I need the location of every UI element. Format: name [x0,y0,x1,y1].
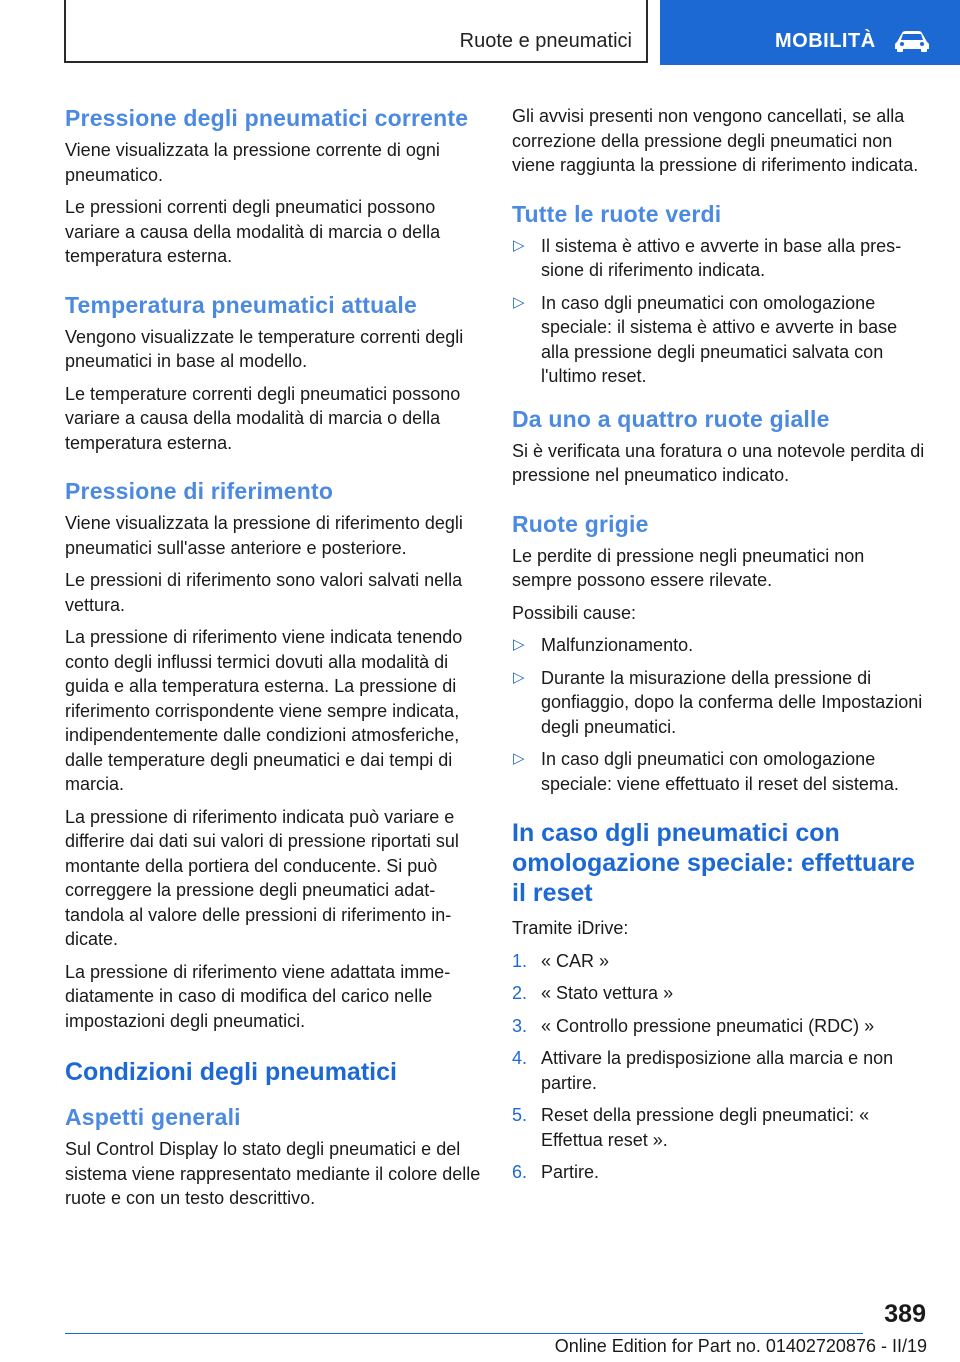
list-item: ▷ In caso dgli pneumatici con omologazione speciale: il sistema è attivo e avverte in base alla pressione degli pneumatici salvata con l'ultimo reset. [513,292,898,386]
triangle-bullet-icon: ▷ [513,668,525,686]
step-item: 2. « Stato vettura » [512,983,674,1003]
left-column [65,104,483,1219]
heading-pressione-corrente: Pressione degli pneumatici corrente [65,105,469,131]
paragraph: Viene visualizzata la pressione corrente di ogni pneumatico. [65,140,440,185]
chapter-tab-label: MOBILITÀ [775,30,876,52]
paragraph: Le pressioni di riferimento sono valori salvati nella vettura. [65,570,463,615]
list-item: ▷ Il sistema è attivo e avverte in base alla pressione di riferimento indicata. [513,235,902,280]
paragraph: La pressione di riferimento viene adattata immediatamente in caso di modifica del carico nelle impostazioni degli pneumatici. [65,961,451,1031]
step-item: 4. Attivare la predisposizione alla marcia e non partire. [512,1048,894,1093]
paragraph: Le temperature correnti degli pneumatici possono variare a causa della modalità di marcia o della temperatura esterna. [65,383,461,453]
bullet-list-verdi [512,234,928,389]
paragraph: Tramite iDrive: [512,918,629,938]
heading-ruote-grigie: Ruote grigie [512,510,649,537]
page-number: 389 [884,1300,926,1328]
paragraph: La pressione di riferimento indicata può variare e differire dai dati sui valori di pressione riportati sul montante della portiera del conducente. Si può correggere la pressione degli pneumatici adattandola al valore delle pressioni di riferimento indicate. [65,806,459,949]
heading-reset: In caso dgli pneumatici con omologazione speciale: effettuare il reset [512,819,915,907]
heading-condizioni-pneumatici: Condizioni degli pneumatici [65,1058,397,1086]
step-item: 1. « CAR » [512,950,610,971]
right-column [512,104,928,1193]
paragraph: Le perdite di pressione negli pneumatici non sempre possono essere rilevate. [512,545,865,590]
heading-aspetti-generali: Aspetti generali [65,1104,241,1130]
triangle-bullet-icon: ▷ [513,236,525,254]
paragraph: Possibili cause: [512,602,637,623]
footer-divider [65,1333,863,1334]
paragraph: Gli avvisi presenti non vengono cancellati, se alla correzione della pressione degli pneumatici non viene raggiunta la pressione di riferimento indicata. [512,106,919,175]
car-icon [893,28,931,54]
section-title: Ruote e pneumatici [459,30,632,52]
paragraph: Vengono visualizzate le temperature correnti degli pneumatici in base al modello. [65,326,464,371]
paragraph: La pressione di riferimento viene indicata tenendo conto degli influssi termici dovuti alla modalità di guida e alla temperatura esterna. La pressione di riferimento corrispondente viene sempre indicata, indipendentemente dalle condizioni atmosferiche, dalle temperature degli pneumatici e dai tempi di marcia. [65,627,463,794]
triangle-bullet-icon: ▷ [513,750,525,767]
list-item: ▷ In caso dgli pneumatici con omologazione speciale: viene effettuato il reset del sistema. [513,749,899,794]
bullet-list-grigie [512,633,928,796]
list-item: ▷ Durante la misurazione della pressione di gonfiaggio, dopo la conferma delle Impostazioni degli pneumatici. [513,667,923,737]
steps-list [512,949,928,1185]
header-section-box [64,0,648,63]
triangle-bullet-icon: ▷ [513,636,525,653]
heading-ruote-verdi: Tutte le ruote verdi [512,200,722,227]
chapter-tab[interactable] [660,0,960,65]
list-item: ▷ Malfunzionamento. [512,633,928,658]
step-item: 6. Partire. [512,1162,600,1182]
triangle-bullet-icon: ▷ [513,293,525,311]
paragraph: Sul Control Display lo stato degli pneumatici e del sistema viene rappresentato mediante il colore delle ruote e con un testo descrittivo. [65,1139,481,1208]
step-item: 5. Reset della pressione degli pneumatici: « Effettua reset ». [512,1105,870,1150]
heading-ruote-gialle: Da uno a quattro ruote gialle [512,405,830,432]
paragraph: Si è verificata una foratura o una notevole perdita di pressione nel pneumatico indicato. [512,440,925,485]
edition-note: Online Edition for Part no. 01402720876 - II/19 [554,1336,927,1356]
paragraph: Le pressioni correnti degli pneumatici possono variare a causa della modalità di marcia o della temperatura esterna. [65,197,441,266]
heading-pressione-riferimento: Pressione di riferimento [65,478,334,504]
paragraph: Viene visualizzata la pressione di riferimento degli pneumatici sull'asse anteriore e posteriore. [65,513,463,558]
heading-temperatura-attuale: Temperatura pneumatici attuale [65,291,417,318]
step-item: 3. « Controllo pressione pneumatici (RDC) » [512,1015,875,1036]
